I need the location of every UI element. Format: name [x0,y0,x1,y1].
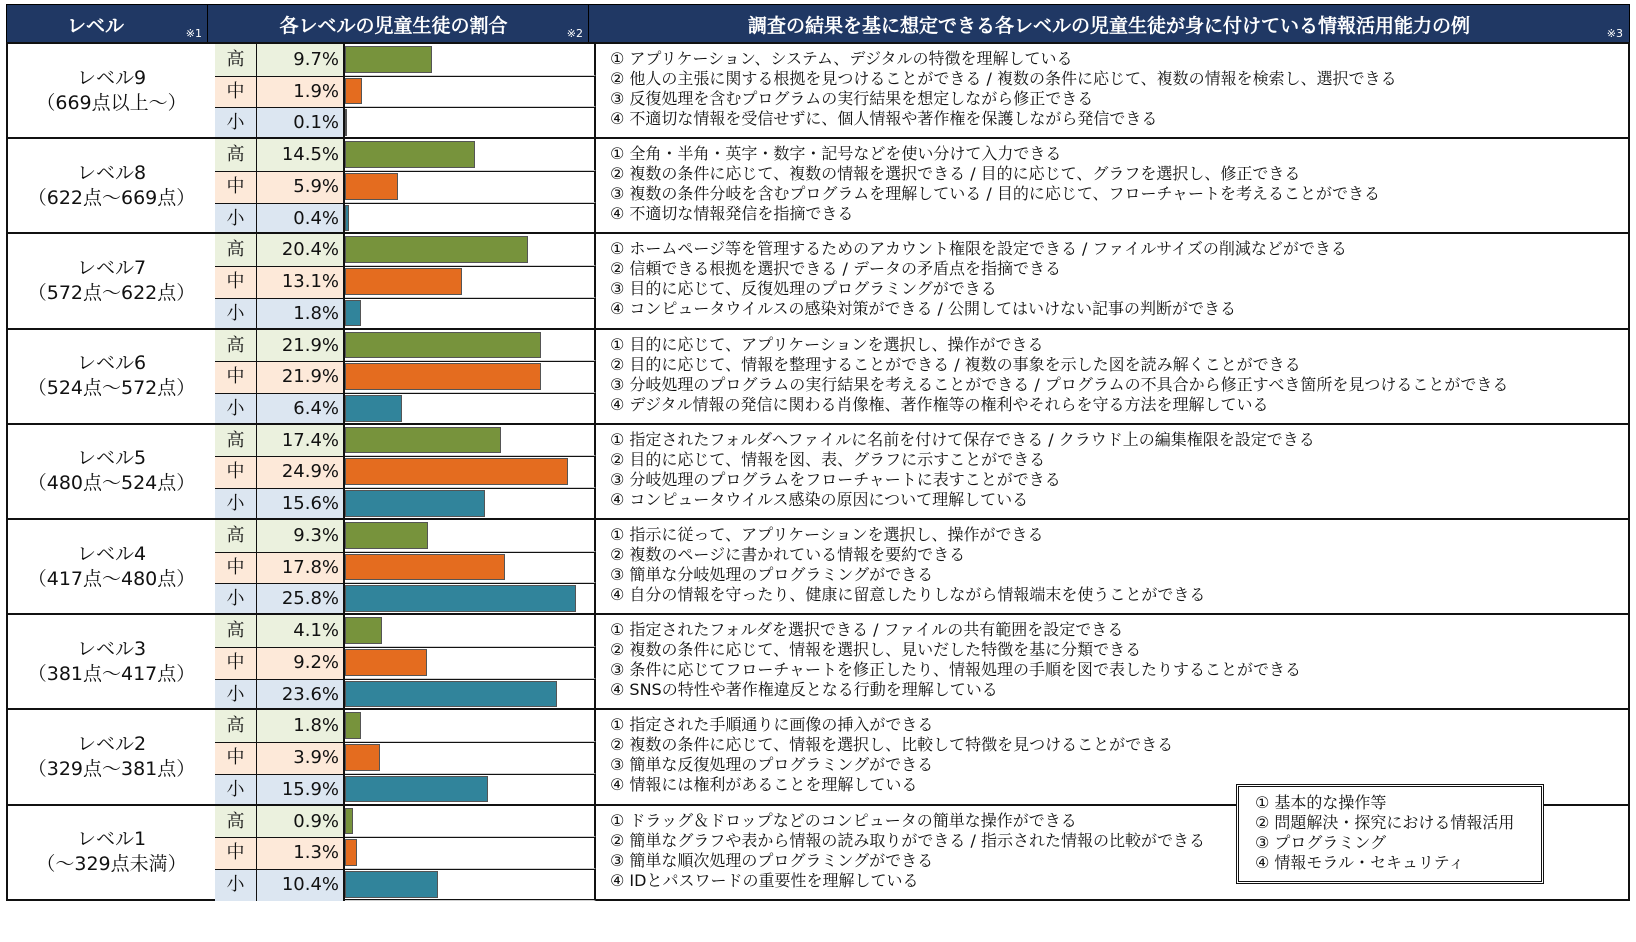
bar-track [345,171,596,203]
row-separator [215,456,596,457]
percent-label: 13.1% [257,266,345,298]
ratio-高 [215,806,596,838]
example-item: ③ 簡単な反復処理のプログラミングができる [610,755,934,775]
level-row [6,232,1630,329]
category-legend [1236,784,1544,884]
bar-track [345,234,596,266]
example-item: ④ コンピュータウイルスの感染対策ができる / 公開してはいけない記事の判断ができる [610,299,1237,319]
bar-小 [345,109,347,136]
ratio-中 [215,266,596,298]
level-row [6,518,1630,615]
bar-track [345,456,596,488]
bar-中 [345,839,357,866]
bar-小 [345,395,402,422]
class-label: 小 [215,107,257,139]
level-label [8,66,215,116]
bar-中 [345,268,462,295]
level-range: （417点～480点） [27,567,196,590]
bar-track [345,139,596,171]
percent-label: 17.8% [257,552,345,584]
bar-track [345,107,596,139]
ratio-高 [215,425,596,457]
class-label: 小 [215,393,257,425]
bar-高 [345,141,475,168]
ratio-小 [215,107,596,139]
class-label: 中 [215,171,257,203]
ratio-中 [215,742,596,774]
header-ratio-note: ※2 [566,27,583,40]
example-item: ② 複数の条件に応じて、情報を選択し、比較して特徴を見つけることができる [610,735,1174,755]
legend-item: ① 基本的な操作等 [1255,793,1387,812]
bar-track [345,774,596,806]
example-item: ① 指定されたフォルダを選択できる / ファイルの共有範囲を設定できる [610,620,1124,640]
ratio-中 [215,456,596,488]
bar-track [345,615,596,647]
bar-小 [345,490,485,517]
level-row [6,613,1630,710]
bar-中 [345,554,505,581]
percent-label: 0.1% [257,107,345,139]
example-item: ③ 分岐処理のプログラムをフローチャートに表すことができる [610,469,1061,489]
bar-track [345,44,596,76]
ratio-中 [215,647,596,679]
row-separator [215,266,596,267]
row-separator [215,583,596,584]
row-separator [215,488,596,489]
level-label-cell [8,234,217,327]
ratio-中 [215,837,596,869]
ratio-高 [215,234,596,266]
ratio-高 [215,710,596,742]
level-row [6,328,1630,425]
row-separator [215,647,596,648]
percent-label: 1.3% [257,837,345,869]
level-range: （572点～622点） [27,281,196,304]
ratio-小 [215,488,596,520]
class-label: 小 [215,774,257,806]
bar-track [345,361,596,393]
example-item: ④ 情報には権利があることを理解している [610,775,918,795]
bar-track [345,203,596,235]
bar-高 [345,46,432,73]
example-item: ② 複数の条件に応じて、情報を選択し、見いだした特徴を基に分類できる [610,640,1142,660]
example-item: ③ 目的に応じて、反復処理のプログラミングができる [610,279,997,299]
class-label: 高 [215,425,257,457]
percent-label: 20.4% [257,234,345,266]
bar-高 [345,332,541,359]
class-label: 小 [215,583,257,615]
class-label: 高 [215,139,257,171]
example-item: ③ 条件に応じてフローチャートを修正したり、情報処理の手順を図で表したりすることができる [610,660,1301,680]
level-label [8,161,215,211]
bar-track [345,520,596,552]
percent-label: 1.8% [257,298,345,330]
example-item: ③ 複数の条件分岐を含むプログラムを理解している / 目的に応じて、フローチャートを考えることができる [610,184,1381,204]
example-item: ② 他人の主張に関する根拠を見つけることができる / 複数の条件に応じて、複数の情報を検索し、選択できる [610,69,1397,88]
bar-小 [345,681,557,708]
bar-track [345,869,596,901]
percent-label: 1.8% [257,710,345,742]
bar-track [345,76,596,108]
example-item: ③ 簡単な順次処理のプログラミングができる [610,850,934,870]
example-item: ② 目的に応じて、情報を整理することができる / 複数の事象を示した図を読み解くことができる [610,354,1301,374]
percent-label: 21.9% [257,361,345,393]
percent-label: 9.7% [257,44,345,76]
class-label: 高 [215,710,257,742]
examples-cell [596,425,1628,518]
row-separator [215,361,596,362]
example-item: ② 目的に応じて、情報を図、表、グラフに示すことができる [610,449,1046,469]
class-label: 小 [215,298,257,330]
row-separator [215,298,596,299]
level-name: レベル2 [76,732,147,755]
level-range: （～329点未満） [36,853,187,876]
example-item: ① 指示に従って、アプリケーションを選択し、操作ができる [610,525,1044,544]
level-range: （480点～524点） [27,472,196,495]
bar-高 [345,522,428,549]
level-name: レベル7 [76,256,147,279]
example-item: ③ 反復処理を含むプログラムの実行結果を想定しながら修正できる [610,89,1094,108]
percent-label: 4.1% [257,615,345,647]
example-item: ② 信頼できる根拠を選択できる / データの矛盾点を指摘できる [610,259,1061,279]
level-label-cell [8,330,217,423]
level-label [8,542,215,592]
bar-小 [345,776,488,803]
ratio-小 [215,774,596,806]
bar-track [345,393,596,425]
bar-track [345,330,596,362]
class-label: 中 [215,456,257,488]
class-label: 高 [215,520,257,552]
level-label [8,732,215,782]
bar-track [345,679,596,711]
bar-track [345,742,596,774]
class-label: 高 [215,330,257,362]
bar-track [345,552,596,584]
row-separator [215,203,596,204]
bar-track [345,806,596,838]
row-separator [215,679,596,680]
level-range: （381点～417点） [27,662,196,685]
level-label [8,637,215,687]
class-label: 高 [215,44,257,76]
percent-label: 10.4% [257,869,345,901]
example-item: ④ 不適切な情報を受信せずに、個人情報や著作権を保護しながら発信できる [610,109,1158,128]
bar-高 [345,236,528,263]
header-ratio [207,4,590,44]
bar-track [345,425,596,457]
row-separator [215,393,596,394]
bar-track [345,710,596,742]
legend-item: ② 問題解決・探究における情報活用 [1255,813,1515,832]
ratio-小 [215,203,596,235]
level-name: レベル1 [76,828,147,851]
header-examples-title: 調査の結果を基に想定できる各レベルの児童生徒が身に付けている情報活用能力の例 [747,15,1470,37]
level-label-cell [8,139,217,232]
example-item: ④ IDとパスワードの重要性を理解している [610,870,919,890]
percent-label: 3.9% [257,742,345,774]
row-separator [215,171,596,172]
percent-label: 15.6% [257,488,345,520]
bar-小 [345,585,576,612]
level-range: （669点以上～） [36,91,187,114]
level-name: レベル3 [76,637,147,660]
ratio-高 [215,139,596,171]
header-examples [588,4,1630,44]
bar-track [345,583,596,615]
example-item: ① 指定された手順通りに画像の挿入ができる [610,715,934,735]
bar-track [345,647,596,679]
example-item: ② 複数の条件に応じて、複数の情報を選択できる / 目的に応じて、グラフを選択し、修正できる [610,164,1301,184]
bar-小 [345,300,361,327]
example-item: ① アプリケーション、システム、デジタルの特徴を理解している [610,49,1073,68]
level-label-cell [8,806,217,899]
level-label-cell [8,710,217,803]
header-level-note: ※1 [185,27,202,40]
example-item: ③ 分岐処理のプログラムの実行結果を考えることができる / プログラムの不具合から修正すべき箇所を見つけることができる [610,374,1509,394]
example-item: ③ 簡単な分岐処理のプログラミングができる [610,565,934,584]
level-range: （622点～669点） [27,186,196,209]
bar-track [345,266,596,298]
header-examples-note: ※3 [1606,27,1623,40]
class-label: 小 [215,869,257,901]
level-label-cell [8,44,217,137]
level-label-cell [8,615,217,708]
ratio-小 [215,583,596,615]
percent-label: 1.9% [257,76,345,108]
ratio-中 [215,171,596,203]
percent-label: 17.4% [257,425,345,457]
level-label-cell [8,425,217,518]
examples-cell [596,520,1628,613]
ratio-小 [215,298,596,330]
percent-label: 9.2% [257,647,345,679]
row-separator [215,107,596,108]
ratio-高 [215,44,596,76]
level-label-cell [8,520,217,613]
row-separator [215,837,596,838]
example-item: ① ホームページ等を管理するためのアカウント権限を設定できる / ファイルサイズの削減などができる [610,239,1347,259]
ratio-小 [215,393,596,425]
example-item: ② 簡単なグラフや表から情報の読み取りができる / 指示された情報の比較ができる [610,830,1205,850]
level-row [6,137,1630,234]
example-item: ④ 不適切な情報発信を指摘できる [610,204,854,224]
example-item: ④ 自分の情報を守ったり、健康に留意したりしながら情報端末を使うことができる [610,585,1206,604]
header-ratio-title: 各レベルの児童生徒の割合 [279,15,508,37]
row-separator [215,76,596,77]
row-separator [215,552,596,553]
level-label [8,446,215,496]
example-item: ① 指定されたフォルダへファイルに名前を付けて保存できる / クラウド上の編集権限を設定できる [610,429,1315,449]
percent-label: 23.6% [257,679,345,711]
row-separator [215,869,596,870]
level-name: レベル8 [76,161,147,184]
bar-中 [345,744,380,771]
level-name: レベル5 [76,447,147,470]
class-label: 中 [215,552,257,584]
percent-label: 9.3% [257,520,345,552]
bar-高 [345,617,382,644]
percent-label: 25.8% [257,583,345,615]
example-item: ② 複数のページに書かれている情報を要約できる [610,545,966,564]
percent-label: 0.9% [257,806,345,838]
percent-label: 6.4% [257,393,345,425]
bar-高 [345,712,361,739]
level-range: （524点～572点） [27,377,196,400]
class-label: 中 [215,266,257,298]
examples-cell [596,44,1628,137]
level-range: （329点～381点） [27,757,196,780]
example-item: ④ デジタル情報の発信に関わる肖像権、著作権等の権利やそれらを守る方法を理解している [610,394,1269,414]
bar-track [345,837,596,869]
bar-高 [345,808,353,835]
bar-中 [345,649,427,676]
class-label: 中 [215,76,257,108]
level-name: レベル4 [76,542,147,565]
class-label: 小 [215,679,257,711]
class-label: 中 [215,742,257,774]
header-level-title: レベル [66,15,124,37]
bar-中 [345,363,541,390]
row-separator [215,774,596,775]
percent-label: 14.5% [257,139,345,171]
examples-cell [596,234,1628,327]
bar-中 [345,173,398,200]
example-item: ④ コンピュータウイルス感染の原因について理解している [610,489,1029,509]
example-item: ① 目的に応じて、アプリケーションを選択し、操作ができる [610,334,1044,354]
examples-cell [596,615,1628,708]
level-name: レベル6 [76,352,147,375]
percent-label: 24.9% [257,456,345,488]
ratio-小 [215,679,596,711]
bar-小 [345,871,438,898]
examples-cell [596,139,1628,232]
legend-item: ③ プログラミング [1255,833,1387,852]
class-label: 小 [215,488,257,520]
percent-label: 0.4% [257,203,345,235]
level-label [8,256,215,306]
class-label: 高 [215,615,257,647]
bar-高 [345,427,501,454]
class-label: 中 [215,647,257,679]
level-label [8,827,215,877]
example-item: ① 全角・半角・英字・数字・記号などを使い分けて入力できる [610,144,1062,164]
level-name: レベル9 [76,66,147,89]
percent-label: 21.9% [257,330,345,362]
ratio-高 [215,330,596,362]
example-item: ① ドラッグ＆ドロップなどのコンピュータの簡単な操作ができる [610,810,1077,830]
percent-label: 15.9% [257,774,345,806]
bar-track [345,488,596,520]
legend-item: ④ 情報モラル・セキュリティ [1255,853,1465,872]
level-label [8,351,215,401]
class-label: 高 [215,806,257,838]
header-level [6,4,209,44]
row-separator [215,742,596,743]
level-row [6,423,1630,520]
example-item: ④ SNSの特性や著作権違反となる行動を理解している [610,680,998,700]
ratio-中 [215,552,596,584]
ratio-中 [215,76,596,108]
bar-track [345,298,596,330]
ratio-高 [215,520,596,552]
percent-label: 5.9% [257,171,345,203]
class-label: 中 [215,837,257,869]
class-label: 中 [215,361,257,393]
examples-cell [596,330,1628,423]
bar-小 [345,205,349,232]
bar-中 [345,78,362,105]
bar-中 [345,458,568,485]
class-label: 小 [215,203,257,235]
class-label: 高 [215,234,257,266]
level-row [6,42,1630,139]
ratio-小 [215,869,596,901]
ratio-高 [215,615,596,647]
ratio-中 [215,361,596,393]
